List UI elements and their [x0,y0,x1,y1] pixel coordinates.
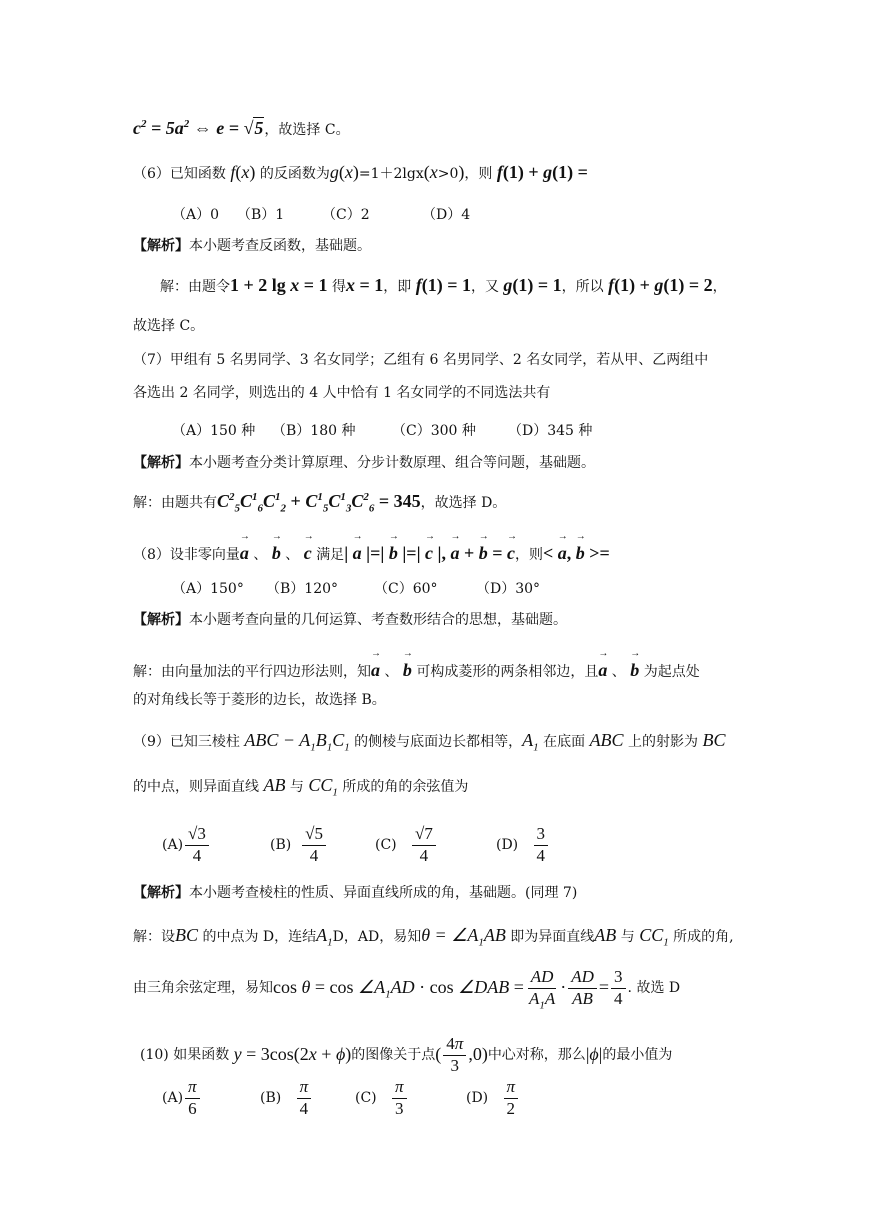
line-1 [133,118,350,140]
q9-option-d: (D) $\frac{3}{4}$ [496,825,550,865]
solution-8: 解：由向量加法的平行四边形法则，知→ a 、 → b 可构成菱形的两条相邻边，且→ a 、 → b 为起点处 [133,654,700,682]
question-7-line-1: （7）甲组有 5 名男同学、3 名女同学；乙组有 6 名男同学、2 名女同学，若从甲、乙两组中 [133,352,709,368]
q8-option-d: （D）30° [476,581,541,597]
question-9-line-1: （9）已知三棱柱 ABC − $A_1B_1C_1$ 的侧棱与底面边长都相等，$A_1$ 在底面 ABC 上的射影为 BC [133,730,726,754]
q8-option-b: （B）120° [266,581,339,597]
solution-6: 解：由题令1 + 2 lg x = 1 得x = 1，即 f(1) = 1，又 g(1) = 1，所以 f(1) + g(1) = 2， [160,275,727,295]
q6-option-c: （C）2 [322,207,370,223]
question-7-line-2: 各选出 2 名同学，则选出的 4 人中恰有 1 名女同学的不同选法共有 [133,385,551,401]
q9-option-a: (A) $\frac{√3}{4}$ [162,825,211,865]
q8-option-c: （C）60° [374,581,438,597]
q10-option-d: (D) $\frac{\pi}{2}$ [466,1078,520,1118]
q10-option-a: (A) $\frac{\pi}{6}$ [162,1078,202,1118]
solution-7: 解：由题共有$C^2_5C^1_6C^1_2 + C^1_5C^1_3C^2_6 = 345$，故选择 D。 [133,491,507,515]
q7-option-c: （C）300 种 [392,423,476,439]
eccentricity-equation: $c^2 = 5a^2$ ⇔ e = √5 [133,118,264,138]
q10-option-b: (B) $\frac{\pi}{4}$ [260,1078,313,1118]
question-6: （6）已知函数 f(x) 的反函数为g(x)=1＋2lgx(x>0)，则 f(1) + g(1) = [133,162,588,182]
q9-option-c: (C) $\frac{√7}{4}$ [375,825,438,865]
solution-8-line-2: 的对角线长等于菱形的边长，故选择 B。 [133,692,386,708]
solution-9-line-2: 由三角余弦定理，易知 cos θ = cos $\angle A_1AD$ · cos ∠DAB = $\frac{AD}{A_1A}$ · $\frac{AD}{AB}$ = $\frac{3}{4}$ . 故选 D [133,967,681,1012]
question-9-line-2: 的中点，则异面直线 AB 与 $CC_1$ 所成的角的余弦值为 [133,775,469,799]
question-10: (10) 如果函数 y = 3cos(2 x + ϕ ) 的图像关于点 ( $\frac{4\pi}{3}$ ,0) 中心对称，那么 | ϕ | 的最小值为 [140,1034,673,1075]
q10-option-c: (C) $\frac{\pi}{3}$ [355,1078,409,1118]
solution-6-end: 故选择 C。 [133,318,205,334]
q7-option-d: （D）345 种 [508,423,593,439]
q6-option-b: （B）1 [237,207,285,223]
solution-9: 解：设BC 的中点为 D，连结$A_1D$，AD，易知$\theta = \angle A_1AB$ 即为异面直线AB 与 $CC_1$ 所成的角, [133,925,734,949]
q6-option-a: （A）0 [172,207,220,223]
q6-ask: f [496,162,503,182]
combination-equation: $C^2_5C^1_6C^1_2$ [217,491,287,515]
q9-option-b: (B) $\frac{√5}{4}$ [270,825,328,865]
q8-option-a: （A）150° [172,581,244,597]
analysis-9: 【解析】本小题考查棱柱的性质、异面直线所成的角，基础题。(同理 7) [133,885,578,901]
q6-gx-def: =1＋2lgx(x>0) [358,162,465,182]
question-8: （8）设非零向量→ a 、 → b 、 → c 满足| → a |=| → b |=| → c |, → a + → b = → c，则< → a, → b >= [133,537,610,565]
analysis-8: 【解析】本小题考查向量的几何运算、考查数形结合的思想，基础题。 [133,612,567,628]
q6-option-d: （D）4 [422,207,471,223]
q7-option-b: （B）180 种 [272,423,356,439]
analysis-6: 【解析】本小题考查反函数，基础题。 [133,238,371,254]
line-1-text: ，故选择 C。 [264,122,350,138]
analysis-7: 【解析】本小题考查分类计算原理、分步计数原理、组合等问题，基础题。 [133,455,595,471]
q7-option-a: （A）150 种 [172,423,256,439]
